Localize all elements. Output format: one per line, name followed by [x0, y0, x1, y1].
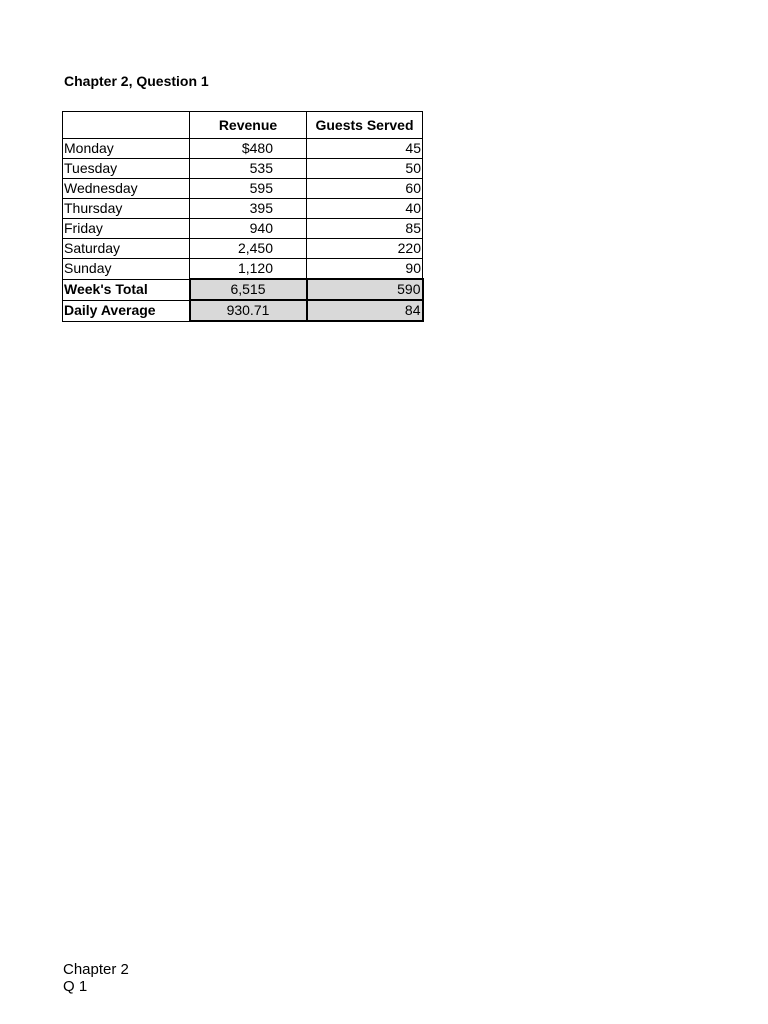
revenue-cell: 2,450: [190, 239, 307, 259]
average-guests-cell: 84: [307, 300, 423, 321]
header-row: [63, 112, 423, 139]
average-revenue-cell: 930.71: [190, 300, 307, 321]
average-label-cell: Daily Average: [63, 300, 190, 321]
guests-cell: 45: [307, 139, 423, 159]
guests-cell: 90: [307, 259, 423, 280]
footer-sheet-name: Chapter 2: [63, 961, 129, 978]
total-revenue-cell: 6,515: [190, 279, 307, 300]
total-row: [63, 279, 423, 300]
footer-page-label: Q 1: [63, 978, 88, 995]
day-cell: Tuesday: [63, 159, 190, 179]
revenue-cell: 595: [190, 179, 307, 199]
page-title: Chapter 2, Question 1: [64, 73, 209, 89]
day-cell: Sunday: [63, 259, 190, 280]
day-cell: Wednesday: [63, 179, 190, 199]
header-cell-guests: Guests Served: [307, 112, 423, 139]
header-cell-day: [63, 112, 190, 139]
day-cell: Monday: [63, 139, 190, 159]
total-guests-cell: 590: [307, 279, 423, 300]
revenue-cell: 940: [190, 219, 307, 239]
guests-cell: 85: [307, 219, 423, 239]
revenue-cell: 535: [190, 159, 307, 179]
total-label-cell: Week's Total: [63, 279, 190, 300]
revenue-cell: $480: [190, 139, 307, 159]
table-row: [63, 159, 423, 179]
guests-cell: 40: [307, 199, 423, 219]
revenue-cell: 395: [190, 199, 307, 219]
guests-cell: 220: [307, 239, 423, 259]
revenue-cell: 1,120: [190, 259, 307, 280]
table-row: [63, 219, 423, 239]
revenue-table: [62, 111, 424, 322]
table-row: [63, 259, 423, 280]
guests-cell: 50: [307, 159, 423, 179]
day-cell: Saturday: [63, 239, 190, 259]
table-row: [63, 239, 423, 259]
page-footer: [63, 961, 129, 995]
average-row: [63, 300, 423, 321]
day-cell: Friday: [63, 219, 190, 239]
table-row: [63, 139, 423, 159]
table-row: [63, 199, 423, 219]
header-cell-revenue: Revenue: [190, 112, 307, 139]
day-cell: Thursday: [63, 199, 190, 219]
guests-cell: 60: [307, 179, 423, 199]
table-row: [63, 179, 423, 199]
